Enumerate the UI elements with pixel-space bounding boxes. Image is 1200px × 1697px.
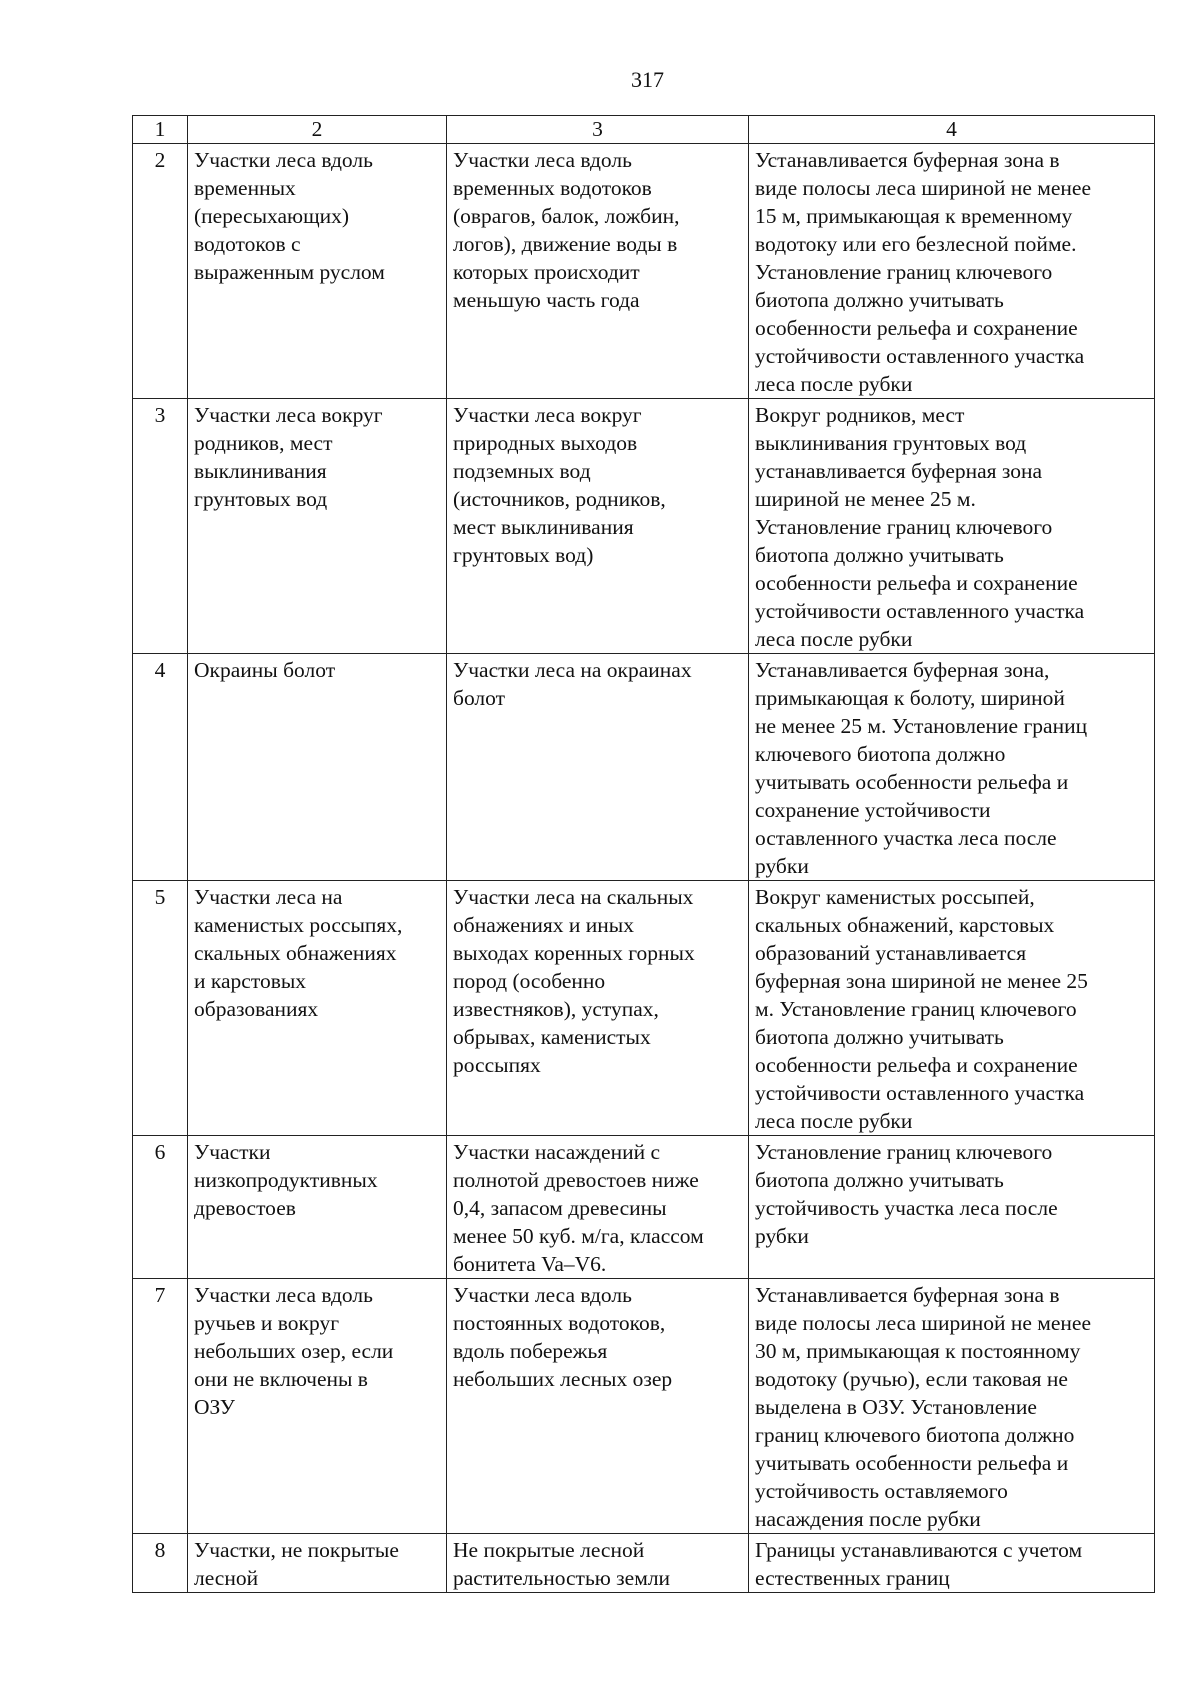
biotope-type: Участки леса вдоль временных (пересыхающих) водотоков с выраженным руслом [188, 144, 447, 399]
table-row [133, 881, 1155, 1136]
biotope-requirements: Границы устанавливаются с учетом естественных границ [749, 1534, 1155, 1593]
row-number: 3 [133, 399, 188, 654]
table-row [133, 144, 1155, 399]
column-header-2: 2 [188, 116, 447, 144]
table-row [133, 654, 1155, 881]
biotope-description: Участки леса вокруг природных выходов подземных вод (источников, родников, мест выклинивания грунтовых вод) [447, 399, 749, 654]
biotope-type: Участки низкопродуктивных древостоев [188, 1136, 447, 1279]
table-row [133, 399, 1155, 654]
table-row [133, 1279, 1155, 1534]
page-number: 317 [631, 67, 664, 92]
column-header-1: 1 [133, 116, 188, 144]
table-header-row [133, 116, 1155, 144]
biotope-type: Участки леса вокруг родников, мест выклинивания грунтовых вод [188, 399, 447, 654]
row-number: 4 [133, 654, 188, 881]
biotope-requirements: Вокруг родников, мест выклинивания грунтовых вод устанавливается буферная зона шириной не менее 25 м. Установление границ ключевого биотопа должно учитывать особенности рельефа и сохранение устойчивости оставленного участка леса после рубки [749, 399, 1155, 654]
column-header-4: 4 [749, 116, 1155, 144]
row-number: 8 [133, 1534, 188, 1593]
biotope-description: Участки насаждений с полнотой древостоев ниже 0,4, запасом древесины менее 50 куб. м/га, классом бонитета Va–V6. [447, 1136, 749, 1279]
biotope-type: Участки леса на каменистых россыпях, скальных обнажениях и карстовых образованиях [188, 881, 447, 1136]
biotope-type: Окраины болот [188, 654, 447, 881]
row-number: 5 [133, 881, 188, 1136]
column-header-3: 3 [447, 116, 749, 144]
biotope-requirements: Устанавливается буферная зона в виде полосы леса шириной не менее 30 м, примыкающая к постоянному водотоку (ручью), если таковая не выделена в ОЗУ. Установление границ ключевого биотопа должно учитывать особенности рельефа и устойчивость оставляемого насаждения после рубки [749, 1279, 1155, 1534]
table-row [133, 1136, 1155, 1279]
biotope-requirements: Вокруг каменистых россыпей, скальных обнажений, карстовых образований устанавливается буферная зона шириной не менее 25 м. Установление границ ключевого биотопа должно учитывать особенности рельефа и сохранение устойчивости оставленного участка леса после рубки [749, 881, 1155, 1136]
biotope-requirements: Устанавливается буферная зона в виде полосы леса шириной не менее 15 м, примыкающая к временному водотоку или его безлесной пойме. Установление границ ключевого биотопа должно учитывать особенности рельефа и сохранение устойчивости оставленного участка леса после рубки [749, 144, 1155, 399]
biotope-description: Не покрытые лесной растительностью земли [447, 1534, 749, 1593]
biotope-requirements: Установление границ ключевого биотопа должно учитывать устойчивость участка леса после рубки [749, 1136, 1155, 1279]
biotope-description: Участки леса вдоль постоянных водотоков, вдоль побережья небольших лесных озер [447, 1279, 749, 1534]
table-row [133, 1534, 1155, 1593]
row-number: 7 [133, 1279, 188, 1534]
biotope-description: Участки леса на скальных обнажениях и иных выходах коренных горных пород (особенно известняков), уступах, обрывах, каменистых россыпях [447, 881, 749, 1136]
biotope-description: Участки леса вдоль временных водотоков (оврагов, балок, ложбин, логов), движение воды в которых происходит меньшую часть года [447, 144, 749, 399]
row-number: 2 [133, 144, 188, 399]
biotope-requirements: Устанавливается буферная зона, примыкающая к болоту, шириной не менее 25 м. Установление границ ключевого биотопа должно учитывать особенности рельефа и сохранение устойчивости оставленного участка леса после рубки [749, 654, 1155, 881]
biotope-type: Участки, не покрытые лесной [188, 1534, 447, 1593]
biotope-type: Участки леса вдоль ручьев и вокруг небольших озер, если они не включены в ОЗУ [188, 1279, 447, 1534]
row-number: 6 [133, 1136, 188, 1279]
biotope-description: Участки леса на окраинах болот [447, 654, 749, 881]
biotope-table [132, 115, 1155, 1593]
